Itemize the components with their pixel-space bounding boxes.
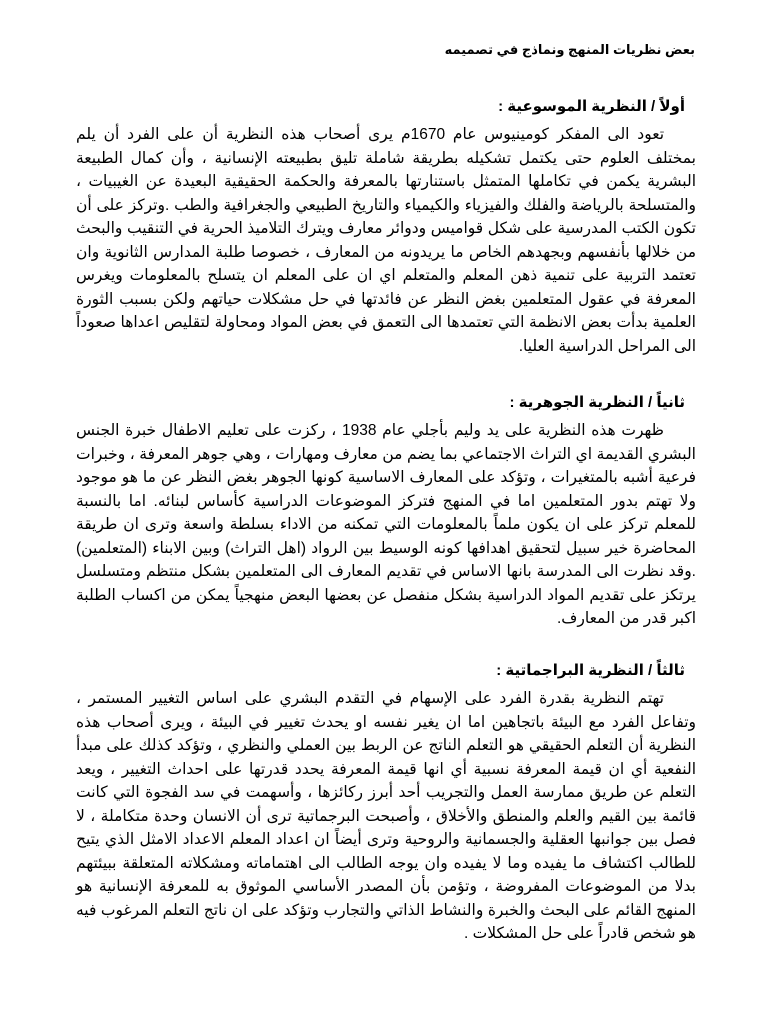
section-body-essentialism (76, 419, 696, 631)
paragraph-text: تهتم النظرية بقدرة الفرد على الإسهام في التقدم البشري على اساس التغيير المستمر ، وتفاعل الفرد مع البيئة باتجاهين اما ان يغير نفسه او يحدث تغيير في البيئة ، ويرى أصحاب هذه النظرية أن التعلم الحقيقي هو التعلم الناتج عن الربط بين العملي والنظري ، وتؤكد كذلك على مبدأ النفعية أي ان قيمة المعرفة نسبية أي انها قيمة المعرفة يحدد قدرتها على احداث التغيير ، ويعد التعلم عن طريق ممارسة العمل والتجريب أحد أبرز ركائزها ، وأسهمت في سد الفجوة التي كانت قائمة بين القيم والعلم والمنطق والأخلاق ، وأصبحت البرجماتية ترى أن الانسان وحدة متكاملة ، لا فصل بين جوانبها العقلية والجسمانية والروحية وترى أيضاً ان اعداد المعلم الاعداد الامثل الذي يتيح للطالب اكتشاف ما يفيده وما لا يفيده وان يوجه الطالب الى اهتماماته ومشكلاته المتعلقة ببيئتهم بدلا من الموضوعات المفروضة ، وتؤمن بأن المصدر الأساسي الموثوق به للمعرفة الإنسانية هو المنهج القائم على البحث والخبرة والنشاط الذاتي والتجارب وتؤكد على ان ناتج التعلم المرغوب فيه هو شخص قادراً على حل المشكلات . (76, 690, 696, 942)
section-body-pragmatism (76, 687, 696, 946)
section-heading-encyclopedic: أولاً / النظرية الموسوعية : (498, 98, 685, 115)
paragraph-text: تعود الى المفكر كومينيوس عام 1670م يرى أصحاب هذه النظرية أن على الفرد أن يلم بمختلف العلوم حتى يكتمل تشكيله بطريقة شاملة تليق بطبيعته الإنسانية ، وأن كمال الطبيعة البشرية يكمن في تكاملها المتمثل باستنارتها بالمعرفة والحكمة الحقيقية البعيدة عن الغيبيات ، والمتسلحة بالرياضة والفلك والفيزياء والكيمياء والتاريخ الطبيعي والجغرافية والطب .وتركز على أن تكون الكتب المدرسية على شكل قواميس ودوائر معارف ويترك التلاميذ الحرية في التنقيب والبحث من خلالها بأنفسهم وبجهدهم الخاص ما يريدونه من المعارف ، خصوصا طلبة المدارس الثانوية وان تعتمد التربية على تنمية ذهن المعلم والمتعلم اي ان على المعلم ان يتسلح بالمعلومات ويغرس المعرفة في عقول المتعلمين بغض النظر عن فائدتها في حل مشكلات حياتهم ولكن بسبب الثورة العلمية بدأت بعض الانظمة التي تعتمدها الى التعمق في بعض المواد ومحاولة لتقليص اعداها صعوداً الى المراحل الدراسية العليا. (76, 126, 696, 355)
paragraph-text: ظهرت هذه النظرية على يد وليم بأجلي عام 1938 ، ركزت على تعليم الاطفال خبرة الجنس البشري القديمة اي التراث الاجتماعي بما يضم من معارف ومهارات ، وهي جوهر المعرفة ، وخبرات فرعية أشبه بالمتغيرات ، وتؤكد على المعارف الاساسية كونها الجوهر بغض النظر عن ما هو موجود ولا تهتم بدور المتعلمين اما في المنهج فتركز الموضوعات الدراسية كأساس لبنائه. اما بالنسبة للمعلم تركز على ان يكون ملماً بالمعلومات التي تمكنه من الاداء بسلطة واسعة وترى ان طريقة المحاضرة خير سبيل لتحقيق اهدافها كونه الوسيط بين الرواد (اهل التراث) وبين الابناء (المتعلمين) .وقد نظرت الى المدرسة بانها الاساس في تقديم المعارف الى المتعلمين بشكل منتظم ومتسلسل يرتكز على تقديم المواد الدراسية بشكل منفصل عن بعضها البعض منهجياً يمكن من اكساب الطلبة اكبر قدر من المعارف. (76, 422, 696, 627)
section-heading-pragmatism: ثالثاً / النظرية البراجماتية : (496, 662, 685, 679)
section-heading-essentialism: ثانياً / النظرية الجوهرية : (509, 394, 685, 411)
document-title: بعض نظريات المنهج ونماذج في تصميمه (444, 42, 695, 57)
section-body-encyclopedic (76, 123, 696, 358)
